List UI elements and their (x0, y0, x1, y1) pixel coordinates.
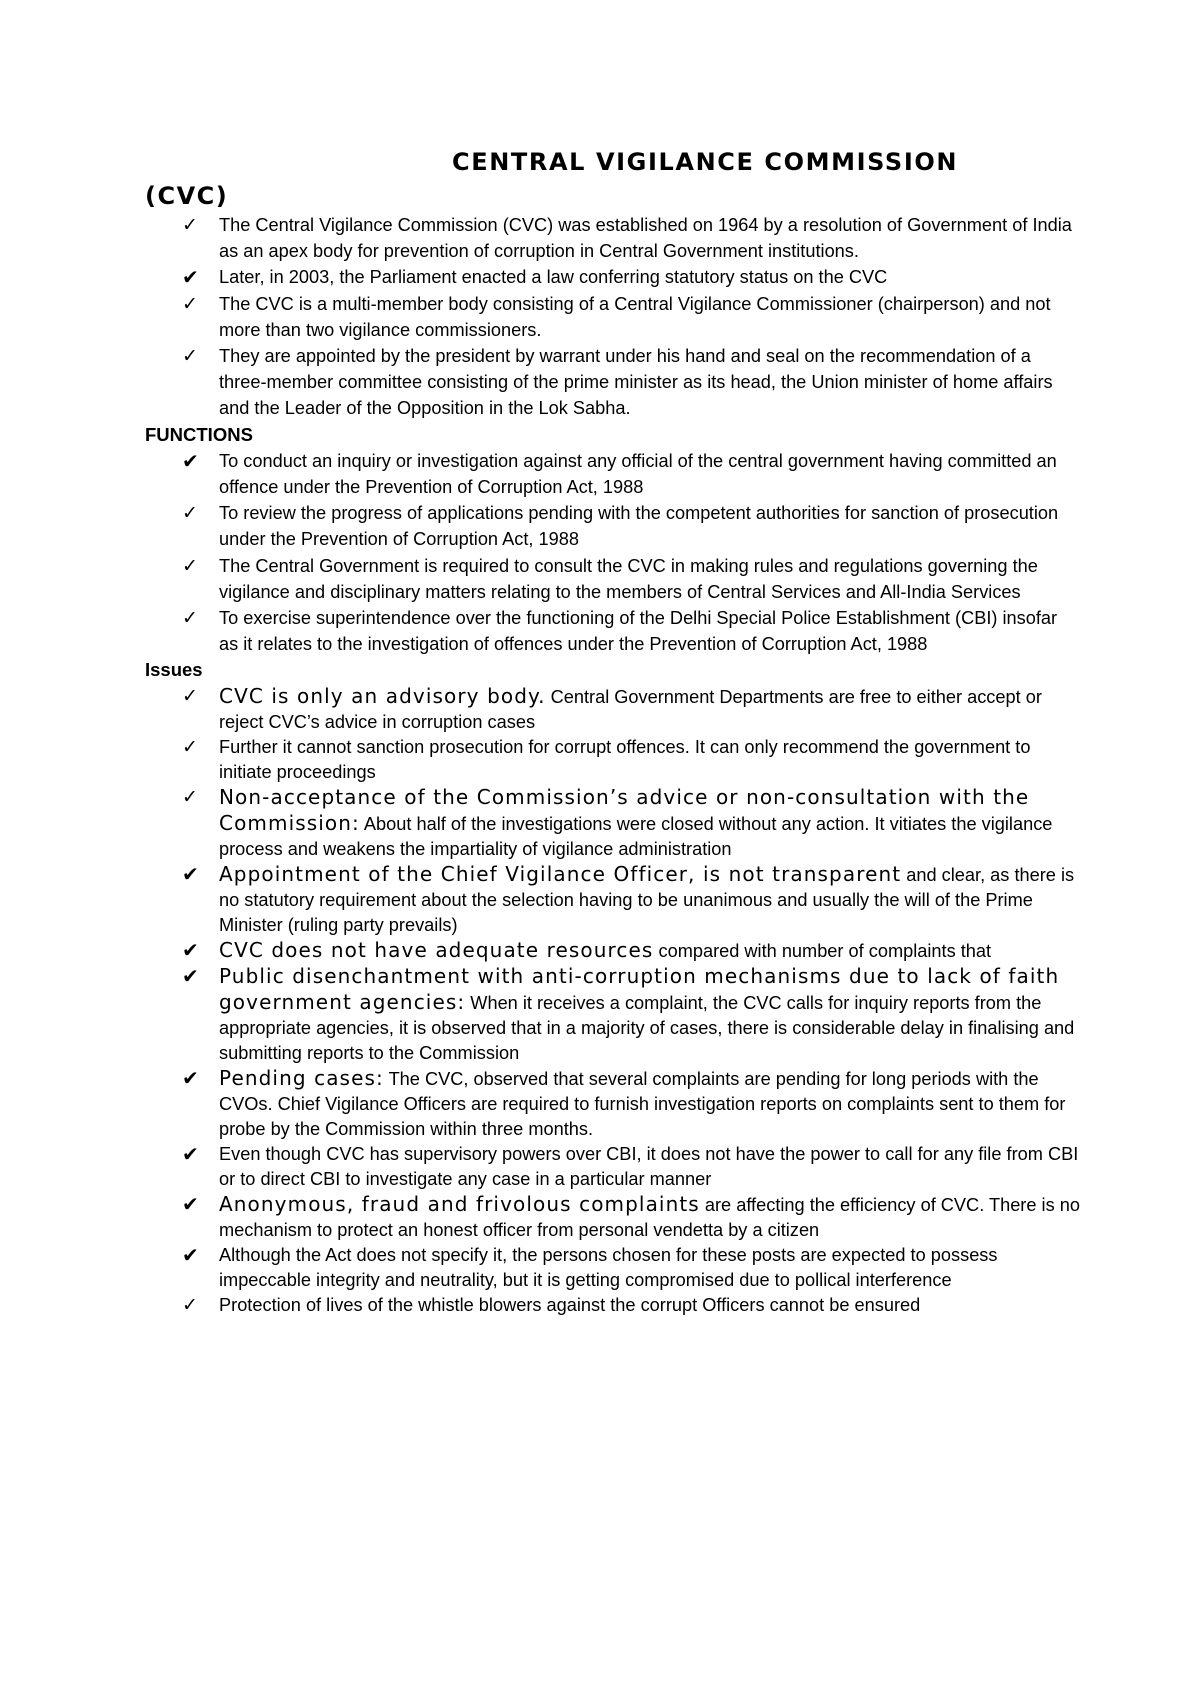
list-item-text: About half of the investigations were closed without any action. It vitiates the vigilance process and weakens the impartiality of vigilance administration (219, 813, 1053, 859)
check-mark-icon: ✔ (182, 963, 199, 988)
list-item-text: compared with number of complaints that (653, 940, 992, 961)
check-mark-icon: ✓ (182, 785, 198, 808)
list-item (145, 343, 1080, 422)
check-mark-icon: ✔ (182, 265, 199, 290)
list-item-lead: Pending cases: (219, 1065, 384, 1090)
list-item (145, 1142, 1080, 1192)
list-item-text: Later, in 2003, the Parliament enacted a law conferring statutory status on the CVC (219, 267, 888, 288)
list-item (145, 264, 1080, 290)
check-mark-icon: ✔ (182, 1141, 199, 1166)
check-mark-icon: ✓ (182, 554, 198, 577)
list-item (145, 500, 1080, 552)
check-mark-icon: ✓ (182, 1293, 198, 1316)
list-item (145, 212, 1080, 264)
list-item-text: Even though CVC has supervisory powers over CBI, it does not have the power to call for any file from CBI or to direct CBI to investigate any case in a particular manner (219, 1143, 1079, 1189)
check-mark-icon: ✔ (182, 1065, 199, 1090)
issues-heading: Issues (145, 659, 203, 681)
list-item-text: Although the Act does not specify it, the persons chosen for these posts are expected to possess impeccable integrity and neutrality, but it is getting compromised due to pollical interference (219, 1244, 998, 1290)
list-item (145, 938, 1080, 964)
list-item-text: To conduct an inquiry or investigation against any official of the central government having committed an offence under the Prevention of Corruption Act, 1988 (219, 450, 1057, 498)
check-mark-icon: ✓ (182, 502, 198, 525)
check-mark-icon: ✔ (182, 448, 199, 473)
list-item-lead: Public disenchantment with anti-corruption mechanisms due to lack of faith government agencies: (219, 963, 1060, 1014)
check-mark-icon: ✔ (182, 1242, 199, 1267)
list-item (145, 735, 1080, 785)
check-mark-icon: ✓ (182, 607, 198, 630)
page-title-continuation: (CVC) (145, 182, 229, 210)
list-item-lead: Non-acceptance of the Commission’s advice or non-consultation with the Commission: (219, 784, 1030, 835)
list-item (145, 964, 1080, 1066)
list-item (145, 1192, 1080, 1243)
list-item-lead: CVC is only an advisory body. (219, 683, 546, 708)
list-item (145, 684, 1080, 735)
list-item (145, 553, 1080, 605)
list-item-text: They are appointed by the president by warrant under his hand and seal on the recommendation of a three-member committee consisting of the prime minister as its head, the Union minister of home affairs and the Leader of the Opposition in the Lok Sabha. (219, 346, 1053, 419)
list-item (145, 1293, 1080, 1318)
list-item (145, 785, 1080, 862)
check-mark-icon: ✓ (182, 345, 198, 368)
document-body (145, 212, 1080, 1318)
list-item-text: Further it cannot sanction prosecution for corrupt offences. It can only recommend the government to initiate proceedings (219, 736, 1031, 782)
list-item-text: To review the progress of applications pending with the competent authorities for sanction of prosecution under the Prevention of Corruption Act, 1988 (219, 503, 1059, 550)
list-item-text: The CVC is a multi-member body consisting of a Central Vigilance Commissioner (chairperson) and not more than two vigilance commissioners. (219, 293, 1051, 340)
page-title: CENTRAL VIGILANCE COMMISSION (452, 148, 959, 176)
list-item (145, 1066, 1080, 1142)
functions-list (145, 448, 1080, 658)
list-item-lead: CVC does not have adequate resources (219, 937, 654, 962)
list-item-lead: Appointment of the Chief Vigilance Officer, is not transparent (219, 861, 902, 886)
list-item-text: and clear, as there is no statutory requirement about the selection having to be unanimous and usually the will of the Prime Minister (ruling party prevails) (219, 864, 1075, 935)
list-item-lead: Anonymous, fraud and frivolous complaints (219, 1191, 700, 1216)
list-item (145, 291, 1080, 343)
check-mark-icon: ✓ (182, 684, 198, 707)
intro-list (145, 212, 1080, 422)
list-item-text: When it receives a complaint, the CVC calls for inquiry reports from the appropriate agencies, it is observed that in a majority of cases, there is considerable delay in finalising and submitting reports to the Commission (219, 992, 1075, 1063)
issues-list (145, 684, 1080, 1318)
list-item-text: The Central Government is required to consult the CVC in making rules and regulations governing the vigilance and disciplinary matters relating to the members of Central Services and All-India Services (219, 555, 1038, 602)
check-mark-icon: ✓ (182, 735, 198, 758)
check-mark-icon: ✔ (182, 861, 199, 886)
check-mark-icon: ✔ (182, 1191, 199, 1216)
list-item-text: The CVC, observed that several complaints are pending for long periods with the CVOs. Chief Vigilance Officers are required to furnish investigation reports on complaints sent to them for probe by the Commission within three months. (219, 1068, 1066, 1139)
list-item (145, 1243, 1080, 1293)
check-mark-icon: ✓ (182, 292, 198, 315)
list-item (145, 448, 1080, 500)
list-item-text: are affecting the efficiency of CVC. There is no mechanism to protect an honest officer from personal vendetta by a citizen (219, 1194, 1080, 1240)
check-mark-icon: ✔ (182, 937, 199, 962)
list-item (145, 605, 1080, 657)
check-mark-icon: ✓ (182, 214, 198, 236)
list-item (145, 862, 1080, 938)
list-item-text: Central Government Departments are free to either accept or reject CVC’s advice in corruption cases (219, 686, 1042, 732)
list-item-text: To exercise superintendence over the functioning of the Delhi Special Police Establishment (CBI) insofar as it relates to the investigation of offences under the Prevention of Corruption Act, 1988 (219, 608, 1058, 655)
list-item-text: Protection of lives of the whistle blowers against the corrupt Officers cannot be ensured (219, 1294, 921, 1315)
functions-heading: FUNCTIONS (145, 423, 253, 445)
list-item-text: The Central Vigilance Commission (CVC) was established on 1964 by a resolution of Government of India as an apex body for prevention of corruption in Central Government institutions. (219, 215, 1072, 262)
